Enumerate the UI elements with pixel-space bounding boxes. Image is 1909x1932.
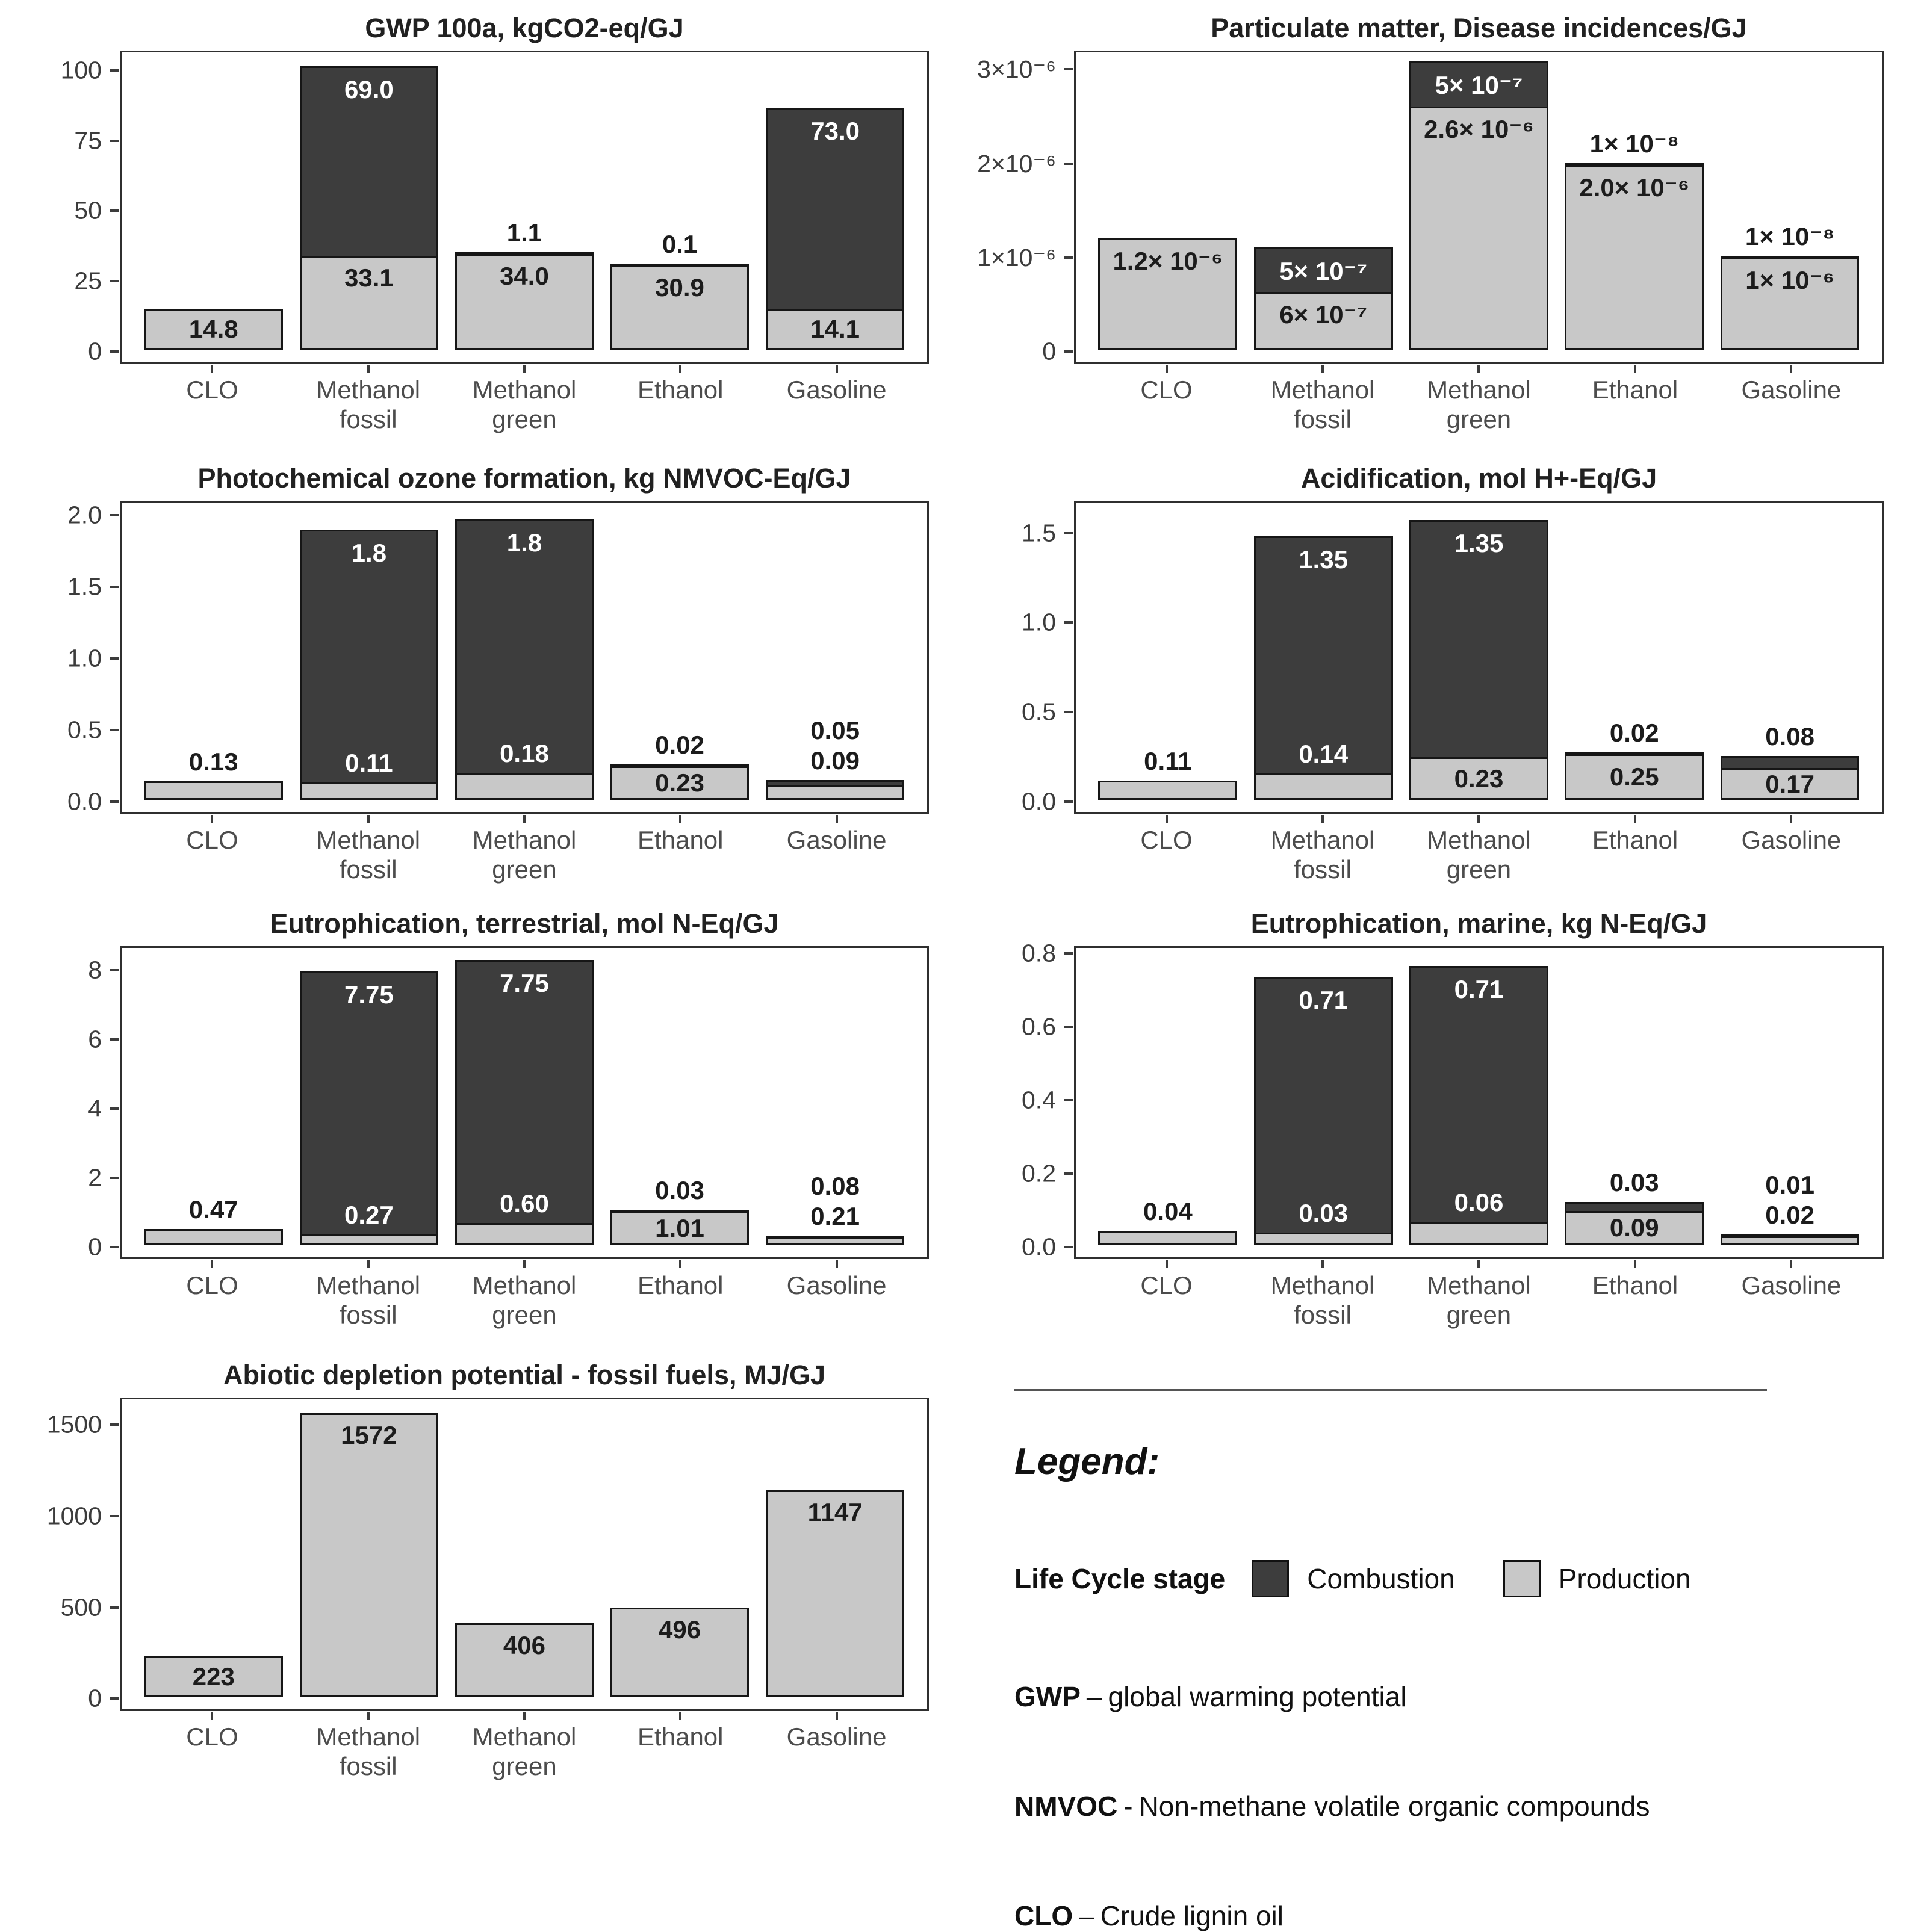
y-tick-mark xyxy=(1064,800,1073,803)
chart-title: GWP 100a, kgCO2-eq/GJ xyxy=(365,13,684,43)
y-tick-mark xyxy=(1064,68,1073,70)
combustion-segment xyxy=(1254,247,1393,294)
x-category-label: Ethanol xyxy=(610,1260,750,1330)
bar-gasoline xyxy=(766,1490,905,1697)
bars xyxy=(1082,503,1876,800)
value-label: 0.1 xyxy=(662,229,698,258)
y-tick-mark xyxy=(1064,952,1073,955)
value-label: 0.03 xyxy=(655,1175,704,1204)
bars xyxy=(128,52,921,350)
x-category-label: Gasoline xyxy=(1721,815,1861,884)
y-tick-mark xyxy=(110,1515,119,1517)
x-category-label: Methanol fossil xyxy=(1253,815,1392,884)
x-category-label: Methanol fossil xyxy=(299,1260,438,1330)
x-axis xyxy=(120,365,929,434)
value-label: 14.1 xyxy=(810,314,860,343)
y-axis xyxy=(963,51,1074,364)
y-tick-label: 0 xyxy=(88,337,102,365)
bar-clo xyxy=(144,1195,283,1245)
production-segment xyxy=(300,1236,439,1245)
bar-ethanol xyxy=(1565,129,1704,350)
x-category-label: Methanol green xyxy=(1409,1260,1549,1330)
definition-gwp-text: global warming potential xyxy=(1108,1681,1407,1712)
y-tick-mark xyxy=(1064,621,1073,624)
combustion-label: Combustion xyxy=(1307,1563,1455,1594)
above-labels xyxy=(1651,722,1909,751)
value-label: 0.02 xyxy=(655,731,704,760)
bar-clo xyxy=(144,748,283,800)
y-tick-mark xyxy=(110,1107,119,1110)
chart-title: Abiotic depletion potential - fossil fuels, MJ/GJ xyxy=(223,1360,826,1390)
value-label: 496 xyxy=(659,1615,701,1644)
bar-gasoline xyxy=(1721,1170,1860,1245)
x-category-label: Methanol green xyxy=(1409,815,1549,884)
x-axis xyxy=(120,815,929,884)
y-tick-label: 50 xyxy=(74,196,102,224)
x-category-label: Gasoline xyxy=(767,815,907,884)
y-tick-label: 0 xyxy=(1042,337,1056,365)
value-label: 1.01 xyxy=(655,1213,704,1242)
value-label: 0.11 xyxy=(345,749,393,778)
chart-eutrophication-terrestrial xyxy=(0,896,954,1347)
x-category-label: Ethanol xyxy=(1565,365,1705,434)
y-tick-mark xyxy=(1064,1246,1073,1248)
value-label: 1.35 xyxy=(1299,545,1349,574)
bar-slot-ethanol xyxy=(1565,503,1704,800)
y-tick-label: 0.2 xyxy=(1022,1159,1056,1187)
y-tick-mark xyxy=(1064,711,1073,713)
production-segment xyxy=(1721,259,1860,350)
x-category-label: Methanol fossil xyxy=(299,815,438,884)
value-label: 0.21 xyxy=(810,1201,860,1230)
production-segment xyxy=(1098,1231,1237,1245)
y-tick-label: 1.5 xyxy=(67,572,102,601)
y-tick-label: 1.5 xyxy=(1022,519,1056,547)
production-segment xyxy=(766,1239,905,1245)
production-segment xyxy=(144,1229,283,1245)
definition-clo-text: Crude lignin oil xyxy=(1100,1900,1284,1931)
y-tick-mark xyxy=(110,657,119,660)
bar-slot-gasoline xyxy=(1721,52,1860,350)
value-label: 1.8 xyxy=(506,528,542,557)
y-tick-label: 2×10⁻⁶ xyxy=(977,149,1056,178)
above-labels xyxy=(1651,221,1909,251)
chart-body xyxy=(963,501,1884,814)
value-label: 1× 10⁻⁸ xyxy=(1589,129,1679,158)
bar-slot-gasoline xyxy=(766,503,905,800)
definition-nmvoc: NMVOC - Non-methane volatile organic compounds xyxy=(1014,1791,1650,1822)
combustion-segment xyxy=(1409,61,1548,108)
x-category-label: Ethanol xyxy=(610,1712,750,1781)
bar-slot-gasoline xyxy=(766,1399,905,1697)
y-tick-mark xyxy=(110,514,119,516)
combustion-swatch-icon xyxy=(1252,1560,1289,1597)
value-label: 0.47 xyxy=(188,1195,238,1224)
plot-area xyxy=(120,946,929,1259)
bar-slot-methanol-green xyxy=(1409,948,1548,1245)
bar-gasoline xyxy=(766,716,905,800)
y-tick-label: 0.0 xyxy=(67,787,102,816)
y-tick-label: 0.5 xyxy=(1022,698,1056,726)
value-label: 1572 xyxy=(341,1421,397,1450)
y-tick-mark xyxy=(1064,1026,1073,1028)
combustion-segment xyxy=(766,780,905,787)
chart-title: Eutrophication, marine, kg N-Eq/GJ xyxy=(1250,908,1707,939)
value-label: 0.04 xyxy=(1143,1197,1193,1225)
plot-area xyxy=(120,51,929,364)
y-tick-mark xyxy=(1064,350,1073,353)
life-cycle-stage-row xyxy=(1014,1560,1909,1597)
value-label: 0.13 xyxy=(188,748,238,776)
bar-methanol-fossil xyxy=(300,66,439,350)
y-tick-label: 0 xyxy=(88,1684,102,1712)
x-category-label: Gasoline xyxy=(1721,1260,1861,1330)
bars xyxy=(128,1399,921,1697)
bar-slot-methanol-green xyxy=(1409,503,1548,800)
y-tick-label: 0.0 xyxy=(1022,1233,1056,1261)
x-category-label: CLO xyxy=(1097,365,1237,434)
y-tick-mark xyxy=(110,1038,119,1041)
x-category-label: Gasoline xyxy=(1721,365,1861,434)
value-label: 6× 10⁻⁷ xyxy=(1279,300,1368,329)
x-category-label: Gasoline xyxy=(767,1712,907,1781)
above-labels xyxy=(697,1172,974,1231)
x-category-label: CLO xyxy=(143,1260,282,1330)
combustion-segment xyxy=(1254,536,1393,775)
value-label: 5× 10⁻⁷ xyxy=(1435,71,1523,100)
x-category-label: Methanol green xyxy=(1409,365,1549,434)
value-label: 0.01 xyxy=(1765,1170,1814,1199)
x-axis xyxy=(120,1260,929,1330)
value-label: 0.14 xyxy=(1299,739,1349,768)
value-label: 1.35 xyxy=(1454,529,1504,558)
y-tick-label: 1500 xyxy=(46,1410,102,1438)
production-segment xyxy=(300,784,439,800)
combustion-segment xyxy=(766,108,905,311)
x-category-label: Methanol green xyxy=(455,815,594,884)
y-tick-mark xyxy=(1064,1099,1073,1101)
y-tick-mark xyxy=(1064,1172,1073,1175)
value-label: 0.60 xyxy=(500,1189,549,1218)
chart-particulate-matter xyxy=(954,0,1909,450)
y-tick-mark xyxy=(1064,163,1073,165)
y-tick-label: 1.0 xyxy=(67,644,102,672)
bar-gasoline xyxy=(1721,222,1860,350)
x-category-label: CLO xyxy=(1097,815,1237,884)
plot-area xyxy=(1074,51,1884,364)
legend-heading: Legend: xyxy=(1014,1441,1160,1482)
chart-body xyxy=(8,946,929,1259)
bars xyxy=(128,503,921,800)
legend-panel xyxy=(954,1347,1909,1931)
production-segment xyxy=(766,311,905,350)
production-swatch-icon xyxy=(1503,1560,1541,1597)
y-tick-label: 0.4 xyxy=(1022,1086,1056,1114)
life-cycle-stage-label: Life Cycle stage xyxy=(1014,1563,1226,1594)
y-tick-label: 6 xyxy=(88,1025,102,1053)
x-category-label: Ethanol xyxy=(1565,815,1705,884)
production-segment xyxy=(610,1608,750,1697)
value-label: 5× 10⁻⁷ xyxy=(1279,257,1368,286)
bar-ethanol xyxy=(610,1608,750,1697)
chart-acidification xyxy=(954,450,1909,896)
y-tick-mark xyxy=(110,1177,119,1179)
y-tick-label: 0 xyxy=(88,1233,102,1261)
bar-methanol-fossil xyxy=(1254,536,1393,800)
x-category-label: Methanol fossil xyxy=(299,365,438,434)
bars xyxy=(128,948,921,1245)
value-label: 0.05 xyxy=(810,716,860,745)
x-axis xyxy=(1074,365,1884,434)
production-segment xyxy=(455,256,594,350)
value-label: 2.0× 10⁻⁶ xyxy=(1579,173,1690,202)
x-category-label: Gasoline xyxy=(767,365,907,434)
bar-slot-ethanol xyxy=(610,1399,750,1697)
x-axis xyxy=(1074,815,1884,884)
bar-slot-methanol-green xyxy=(455,1399,594,1697)
y-tick-label: 100 xyxy=(60,56,102,84)
value-label: 1.8 xyxy=(351,538,387,567)
plot-area xyxy=(1074,946,1884,1259)
y-tick-mark xyxy=(110,729,119,731)
value-label: 406 xyxy=(503,1631,545,1660)
value-label: 2.6× 10⁻⁶ xyxy=(1424,114,1534,143)
y-tick-mark xyxy=(110,586,119,588)
x-category-label: Methanol fossil xyxy=(299,1712,438,1781)
bar-slot-ethanol xyxy=(610,52,750,350)
y-tick-mark xyxy=(110,1246,119,1248)
bar-slot-gasoline xyxy=(766,52,905,350)
chart-body xyxy=(963,939,1884,1261)
chart-body xyxy=(8,501,929,814)
bar-clo xyxy=(144,1656,283,1697)
bar-methanol-green xyxy=(1409,966,1548,1245)
chart-eutrophication-marine xyxy=(954,896,1909,1347)
bar-slot-ethanol xyxy=(1565,52,1704,350)
y-tick-mark xyxy=(110,209,119,212)
bar-slot-gasoline xyxy=(766,948,905,1245)
value-label: 73.0 xyxy=(810,116,860,145)
value-label: 34.0 xyxy=(500,261,549,290)
value-label: 1147 xyxy=(807,1497,863,1526)
value-label: 14.8 xyxy=(188,314,238,343)
production-segment xyxy=(144,781,283,800)
value-label: 1.1 xyxy=(506,218,542,247)
y-tick-mark xyxy=(110,280,119,282)
definition-nmvoc-text: Non-methane volatile organic compounds xyxy=(1138,1791,1650,1822)
y-tick-mark xyxy=(110,1606,119,1609)
value-label: 1× 10⁻⁸ xyxy=(1745,222,1835,251)
production-segment xyxy=(1254,294,1393,350)
x-category-label: Methanol green xyxy=(455,1260,594,1330)
y-tick-mark xyxy=(110,800,119,803)
production-segment xyxy=(1721,770,1860,800)
chart-title: Photochemical ozone formation, kg NMVOC-Eq/GJ xyxy=(197,463,851,494)
value-label: 0.02 xyxy=(1765,1200,1814,1229)
chart-gwp xyxy=(0,0,954,450)
production-label: Production xyxy=(1558,1563,1691,1594)
value-label: 1× 10⁻⁶ xyxy=(1745,266,1834,295)
combustion-segment xyxy=(1721,756,1860,770)
chart-abiotic-depletion xyxy=(0,1347,954,1802)
value-label: 0.27 xyxy=(344,1200,394,1229)
production-segment xyxy=(766,1490,905,1697)
bar-clo xyxy=(144,309,283,350)
value-label: 0.11 xyxy=(1144,746,1192,775)
y-tick-label: 2 xyxy=(88,1163,102,1192)
plot-area xyxy=(120,1398,929,1711)
y-tick-mark xyxy=(110,1697,119,1700)
x-category-label: Ethanol xyxy=(1565,1260,1705,1330)
x-category-label: Ethanol xyxy=(610,365,750,434)
value-label: 0.71 xyxy=(1299,986,1349,1015)
value-label: 0.23 xyxy=(1454,764,1504,793)
x-category-label: Ethanol xyxy=(610,815,750,884)
x-category-label: CLO xyxy=(143,365,282,434)
bars xyxy=(1082,52,1876,350)
value-label: 1.2× 10⁻⁶ xyxy=(1113,246,1223,275)
y-tick-mark xyxy=(1064,532,1073,534)
chart-title: Eutrophication, terrestrial, mol N-Eq/GJ xyxy=(270,908,779,939)
y-tick-mark xyxy=(110,69,119,72)
value-label: 0.09 xyxy=(810,746,860,775)
plot-area xyxy=(1074,501,1884,814)
y-tick-mark xyxy=(110,350,119,353)
y-tick-label: 2.0 xyxy=(67,501,102,529)
y-tick-label: 0.8 xyxy=(1022,939,1056,967)
definition-gwp: GWP – global warming potential xyxy=(1014,1681,1407,1712)
value-label: 223 xyxy=(192,1662,235,1691)
value-label: 0.17 xyxy=(1765,769,1814,798)
production-segment xyxy=(1098,238,1237,350)
bar-methanol-green xyxy=(1409,520,1548,800)
value-label: 7.75 xyxy=(500,968,549,997)
value-label: 0.02 xyxy=(1609,718,1659,747)
x-category-label: Gasoline xyxy=(767,1260,907,1330)
value-label: 0.08 xyxy=(810,1171,860,1200)
bar-slot-gasoline xyxy=(1721,503,1860,800)
above-labels xyxy=(697,716,974,775)
y-tick-label: 0.6 xyxy=(1022,1012,1056,1041)
bars xyxy=(1082,948,1876,1245)
chart-body xyxy=(8,1398,929,1711)
y-tick-label: 0.5 xyxy=(67,716,102,744)
chart-body xyxy=(8,51,929,364)
x-category-label: Methanol green xyxy=(455,365,594,434)
plot-area xyxy=(120,501,929,814)
production-segment xyxy=(1565,167,1704,350)
x-category-label: CLO xyxy=(143,815,282,884)
x-category-label: Methanol green xyxy=(455,1712,594,1781)
bar-clo xyxy=(1098,238,1237,350)
value-label: 0.06 xyxy=(1454,1187,1504,1216)
value-label: 0.18 xyxy=(500,738,549,767)
bar-gasoline xyxy=(766,108,905,350)
y-tick-mark xyxy=(110,1423,119,1426)
production-segment xyxy=(1721,1238,1860,1245)
bar-gasoline xyxy=(766,1171,905,1245)
production-segment xyxy=(766,787,905,800)
value-label: 0.03 xyxy=(1609,1168,1659,1197)
bar-clo xyxy=(1098,746,1237,800)
definition-clo: CLO – Crude lignin oil xyxy=(1014,1900,1284,1931)
y-tick-label: 500 xyxy=(60,1593,102,1621)
value-label: 0.23 xyxy=(655,769,704,797)
bar-slot-methanol-fossil xyxy=(300,52,439,350)
y-tick-label: 4 xyxy=(88,1094,102,1122)
y-tick-label: 3×10⁻⁶ xyxy=(977,55,1056,84)
y-tick-label: 1.0 xyxy=(1022,608,1056,636)
bar-clo xyxy=(1098,1197,1237,1245)
chart-title: Particulate matter, Disease incidences/GJ xyxy=(1211,13,1747,43)
value-label: 0.25 xyxy=(1609,762,1659,791)
x-axis xyxy=(120,1712,929,1781)
x-category-label: Methanol fossil xyxy=(1253,1260,1392,1330)
x-category-label: CLO xyxy=(143,1712,282,1781)
y-tick-label: 8 xyxy=(88,956,102,984)
y-tick-label: 25 xyxy=(74,267,102,295)
chart-body xyxy=(963,51,1884,364)
production-segment xyxy=(1098,781,1237,800)
x-axis xyxy=(1074,1260,1884,1330)
production-segment xyxy=(144,1656,283,1697)
bar-slot-methanol-green xyxy=(455,52,594,350)
y-tick-mark xyxy=(110,969,119,971)
value-label: 7.75 xyxy=(344,980,394,1009)
value-label: 0.08 xyxy=(1765,722,1814,751)
production-segment xyxy=(1254,1234,1393,1245)
y-tick-label: 75 xyxy=(74,126,102,155)
x-category-label: CLO xyxy=(1097,1260,1237,1330)
y-tick-label: 0.0 xyxy=(1022,787,1056,816)
value-label: 69.0 xyxy=(344,75,394,104)
above-labels xyxy=(1651,1171,1909,1230)
value-label: 0.09 xyxy=(1609,1213,1659,1242)
value-label: 33.1 xyxy=(344,264,394,293)
chart-title: Acidification, mol H+-Eq/GJ xyxy=(1300,463,1657,494)
bar-gasoline xyxy=(1721,722,1860,800)
bar-methanol-fossil xyxy=(1254,247,1393,350)
bar-slot-gasoline xyxy=(1721,948,1860,1245)
y-tick-mark xyxy=(110,140,119,142)
value-label: 0.03 xyxy=(1299,1198,1349,1227)
bar-methanol-green xyxy=(1409,61,1548,350)
y-tick-label: 1000 xyxy=(46,1502,102,1530)
value-label: 0.71 xyxy=(1454,975,1504,1004)
x-category-label: Methanol fossil xyxy=(1253,365,1392,434)
value-label: 30.9 xyxy=(655,273,704,302)
y-tick-label: 1×10⁻⁶ xyxy=(977,243,1056,271)
production-segment xyxy=(144,309,283,350)
chart-photochemical-ozone xyxy=(0,450,954,896)
legend-divider xyxy=(1014,1389,1767,1391)
